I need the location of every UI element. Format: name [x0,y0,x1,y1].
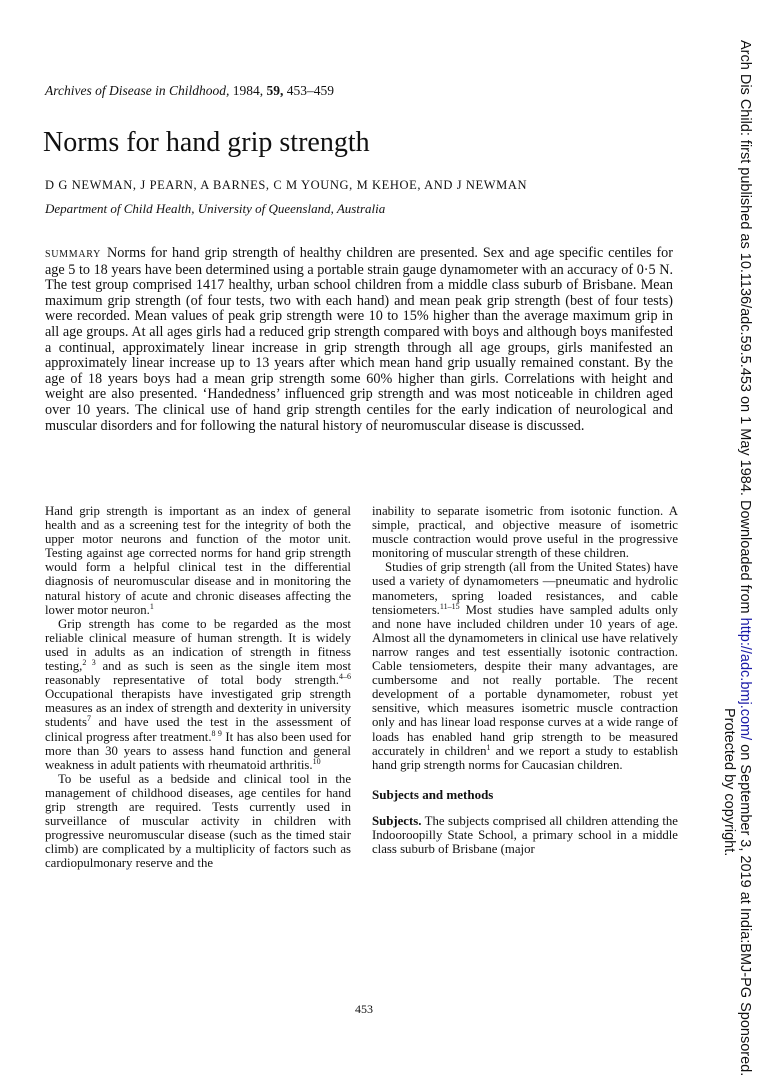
journal-name: Archives of Disease in Childhood, [45,83,230,98]
journal-website-link[interactable]: http://adc.bmj.com/ [737,617,753,741]
paragraph-text: Studies of grip strength (all from the United States) have used a variety of dynamometers —pneumatic and hydrolic manometers, spring loaded resistances, and cable tensiometers. [372,560,678,617]
paragraph-text: inability to separate isometric from isotonic function. A simple, practical, and objective measure of isometric muscle contraction would prove useful in the progressive monitoring of muscular strength of these children. [372,504,678,561]
author-affiliation: Department of Child Health, University of Queensland, Australia [45,201,386,216]
paragraph [45,504,351,617]
journal-volume: 59, [266,83,284,98]
body-column-left [45,504,351,870]
paragraph-text: It has also been used for more than 30 years to assess hand function and general weakness in adult patients with rheumatoid arthritis. [45,729,351,772]
paragraph-text: and we report a study to establish hand grip strength norms for Caucasian children. [372,743,678,772]
reference-marker: 1 [149,601,154,611]
journal-year: 1984, [232,83,264,98]
paragraph-text: To be useful as a bedside and clinical tool in the management of childhood diseases, age centiles for hand grip strength are required. Tests currently used in surveillance of muscular activity in children with progressive neuromuscular disease (such as the timed stair climb) are complicated by a multiplicity of factors such as cardiopulmonary reserve and the [45,771,351,871]
paragraph [45,772,351,871]
paragraph-text: Hand grip strength is important as an index of general health and as a screening test for the integrity of both the upper motor neurons and function of the motor unit. Testing against age corrected norms for hand grip strength would form a helpful clinical test in the differential diagnosis of neuromuscular disease and in monitoring the natural history of acute and chronic diseases affecting the lower motor neuron. [45,504,351,617]
paragraph-text: Grip strength has come to be regarded as the most reliable clinical measure of human strength. It is widely used in adults as an indication of strength in fitness testing, [45,616,351,674]
paragraph [372,560,678,771]
download-notice-text: on September 3, 2019 at India:BMJ-PG Sponsored. [737,740,753,1076]
download-notice-line [737,40,753,1076]
body-column-right [372,504,678,856]
article-title: Norms for hand grip strength [43,127,370,158]
abstract-text: Norms for hand grip strength of healthy children are presented. Sex and age specific centiles for age 5 to 18 years have been determined using a portable strain gauge dynamometer with an accuracy of 0·5 N. The test group comprised 1417 healthy, urban school children from a middle class suburb of Brisbane. Mean maximum grip strength (of four tests, two with each hand) and mean peak grip strength (best of four tests) were recorded. Mean values of peak grip strength were 10 to 15% higher than the average maximum grip in all age groups. At all ages girls had a reduced grip strength compared with boys and although boys manifested a continual, approximately linear increase in grip strength through all age groups, girls manifested an approximately linear increase up to 13 years after which mean hand grip usually remained constant. By the age of 18 years boys had a mean grip strength some 60% higher than girls. Correlations with height and weight are also presented. ‘Handedness’ influenced grip strength and was most noticeable in children aged over 10 years. The clinical use of hand grip strength centiles for the early indication of neurological and muscular disorders and for following the natural history of neuromuscular disease is discussed. [45,245,673,434]
paragraph-text: The subjects comprised all children attending the Indooroopilly State School, a primary school in a middle class suburb of Brisbane (major [372,813,678,857]
paragraph [372,504,678,560]
paragraph-text: Most studies have sampled adults only and none have included children under 10 years of age. Almost all the dynamometers in clinical use have relatively narrow ranges and test essentially isotonic contraction. Cable tensiometers, despite their many advantages, are cumbersome and not really portable. The recent development of a portable dynamometer, robust yet sensitive, which measures isometric muscle contraction only and has linear load response curves at a wide range of loads has enabled hand grip strength to be measured accurately in children [372,602,678,758]
reference-marker: 7 [86,714,91,724]
reference-marker: 10 [312,756,321,766]
section-heading: Subjects and methods [372,786,494,802]
abstract [45,246,673,434]
article-authors: D G NEWMAN, J PEARN, A BARNES, C M YOUNG, M KEHOE, AND J NEWMAN [45,178,528,192]
run-in-heading: Subjects. [372,813,422,828]
download-notice [721,40,753,1076]
download-notice-text: Arch Dis Child: first published as 10.1136/adc.59.5.453 on 1 May 1984. Downloaded from [737,40,753,618]
reference-marker: 1 [486,742,491,752]
journal-citation [45,83,334,99]
reference-marker: 8 9 [211,728,222,738]
reference-marker: 11–15 [439,601,460,611]
reference-marker: 2 3 [82,658,96,668]
paragraph [45,617,351,772]
reference-marker: 4–6 [339,672,351,682]
paragraph-text: and as such is seen as the single item most reasonably representative of total body strength. [45,659,351,688]
abstract-label: SUMMARY [45,249,102,260]
journal-pages: 453–459 [286,83,334,98]
page-number: 453 [355,1002,373,1016]
paragraph-text: Occupational therapists have investigated grip strength measures as an index of strength and dexterity in university students [45,687,351,730]
paragraph-text: and have used the test in the assessment of clinical progress after treatment. [45,715,351,744]
copyright-notice: Protected by copyright. [721,708,737,857]
paragraph [372,814,678,856]
